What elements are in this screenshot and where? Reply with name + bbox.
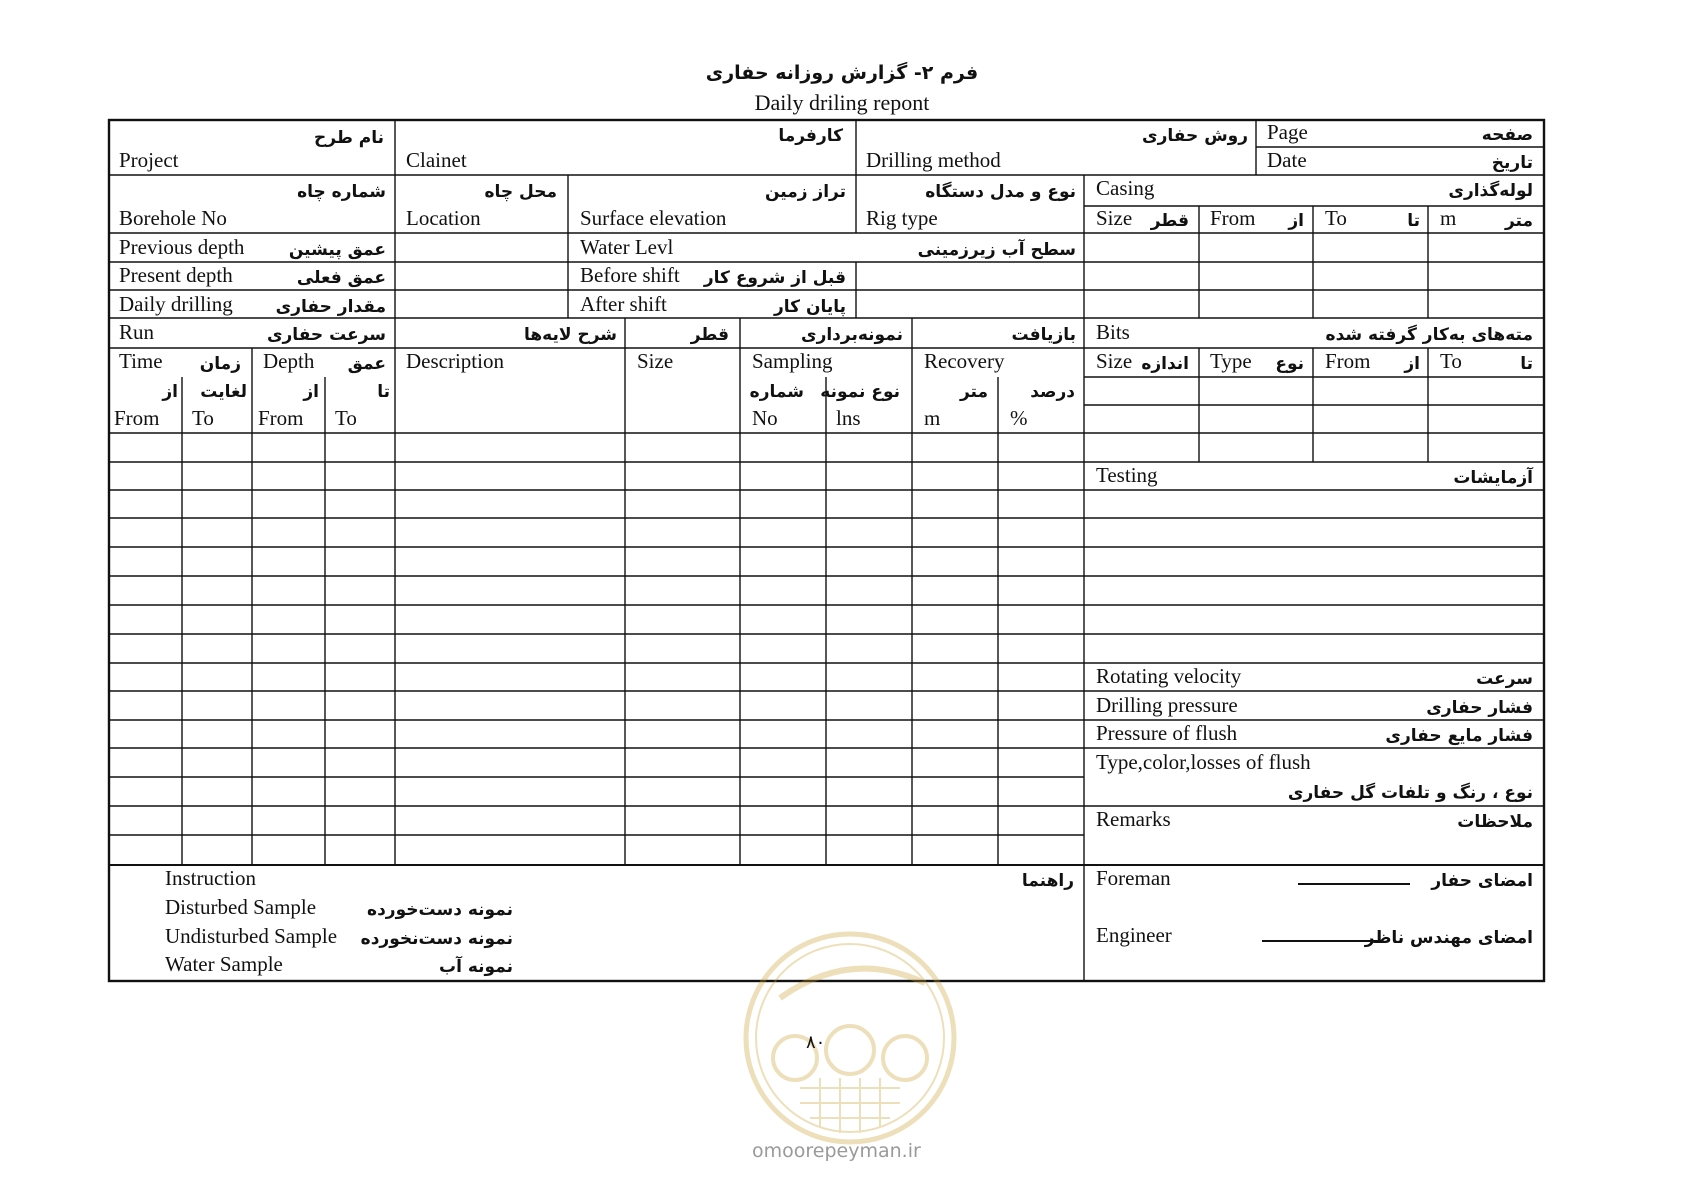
foreman-label: Foreman <box>1096 866 1171 890</box>
recovery-pct-label: % <box>1010 406 1028 430</box>
bits-type-label: Type <box>1210 349 1252 373</box>
date-label: Date <box>1267 148 1307 172</box>
engineer-signature-label-fa: امضای مهندس ناظر <box>1364 928 1533 948</box>
bits-label: Bits <box>1096 320 1130 344</box>
page-number: ۸۰ <box>806 1032 826 1053</box>
present-depth-label-fa: عمق فعلی <box>296 268 386 288</box>
engineer-label: Engineer <box>1096 923 1172 947</box>
client-label-fa: کارفرما <box>778 126 843 146</box>
disturbed-sample-label: Disturbed Sample <box>165 895 317 919</box>
bits-size-label: Size <box>1096 349 1133 373</box>
bits-to-label-fa: تا <box>1520 354 1533 374</box>
sample-no-label-fa: شماره <box>749 382 804 402</box>
rig-type-label: Rig type <box>866 206 938 230</box>
borehole-label-fa: شماره چاه <box>297 182 386 202</box>
project-label-fa: نام طرح <box>314 128 384 148</box>
location-label-fa: محل چاه <box>484 182 557 202</box>
drilling-method-label: Drilling method <box>866 148 1001 172</box>
depth-from-label-fa: از <box>303 382 319 402</box>
watermark-website: omoorepeyman.ir <box>752 1140 921 1162</box>
date-label-fa: تاریخ <box>1491 153 1533 173</box>
page-label-fa: صفحه <box>1481 125 1533 145</box>
daily-drilling-label-fa: مقدار حفاری <box>275 297 386 317</box>
daily-drilling-label: Daily drilling <box>119 292 233 316</box>
recovery-label: Recovery <box>924 349 1005 373</box>
sample-type-label-fa: نوع نمونه <box>820 382 900 402</box>
run-label: Run <box>119 320 155 344</box>
remarks-label-fa: ملاحظات <box>1457 812 1533 832</box>
bits-to-label: To <box>1440 349 1462 373</box>
flush-pressure-label: Pressure of flush <box>1096 721 1238 745</box>
instruction-label: Instruction <box>165 866 256 890</box>
present-depth-label: Present depth <box>119 263 233 287</box>
recovery-m-label-fa: متر <box>959 382 988 402</box>
before-shift-label-fa: قبل از شروع کار <box>703 268 846 288</box>
time-from-label-fa: از <box>162 382 178 402</box>
flush-losses-label-fa: نوع ، رنگ و تلفات گل حفاری <box>1287 783 1533 803</box>
description-label: Description <box>406 349 504 373</box>
drilling-method-label-fa: روش حفاری <box>1142 126 1248 146</box>
rotating-velocity-label-fa: سرعت <box>1476 669 1533 689</box>
recovery-pct-label-fa: درصد <box>1030 382 1075 402</box>
time-label-fa: زمان <box>199 354 241 374</box>
time-label: Time <box>119 349 163 373</box>
time-from-label: From <box>114 406 160 430</box>
before-shift-label: Before shift <box>580 263 680 287</box>
size-label: Size <box>637 349 674 373</box>
casing-from-label: From <box>1210 206 1256 230</box>
casing-to-label: To <box>1325 206 1347 230</box>
size-label-fa: قطر <box>690 325 729 345</box>
surface-elevation-label: Surface elevation <box>580 206 727 230</box>
casing-to-label-fa: تا <box>1407 211 1420 231</box>
water-level-label: Water Levl <box>580 235 674 259</box>
run-label-fa: سرعت حفاری <box>266 325 386 345</box>
form-title-en: Daily driling repont <box>754 90 930 115</box>
previous-depth-label: Previous depth <box>119 235 245 259</box>
water-sample-label-fa: نمونه آب <box>439 957 513 977</box>
flush-pressure-label-fa: فشار مایع حفاری <box>1385 726 1533 746</box>
casing-size-label: Size <box>1096 206 1133 230</box>
drilling-pressure-label-fa: فشار حفاری <box>1426 698 1533 718</box>
bits-from-label: From <box>1325 349 1371 373</box>
remarks-label: Remarks <box>1096 807 1171 831</box>
casing-m-label-fa: متر <box>1504 211 1533 231</box>
recovery-label-fa: بازیافت <box>1011 325 1076 345</box>
time-to-label-fa: لغایت <box>200 382 247 402</box>
water-level-label-fa: سطح آب زیرزمینی <box>917 240 1076 260</box>
recovery-m-label: m <box>924 406 941 430</box>
water-sample-label: Water Sample <box>165 952 283 976</box>
after-shift-label: After shift <box>580 292 667 316</box>
sample-no-label: No <box>752 406 778 430</box>
casing-label-fa: لوله‌گذاری <box>1448 181 1533 201</box>
casing-label: Casing <box>1096 176 1155 200</box>
watermark-seal-icon <box>740 928 960 1148</box>
rig-type-label-fa: نوع و مدل دستگاه <box>925 182 1076 202</box>
foreman-signature-label-fa: امضای حفار <box>1431 871 1533 891</box>
location-label: Location <box>406 206 481 230</box>
page-label: Page <box>1267 120 1308 144</box>
undisturbed-sample-label-fa: نمونه دست‌نخورده <box>360 929 513 949</box>
instruction-label-fa: راهنما <box>1021 871 1074 891</box>
flush-losses-label: Type,color,losses of flush <box>1096 750 1311 774</box>
sampling-label-fa: نمونه‌برداری <box>800 325 903 345</box>
bits-label-fa: مته‌های به‌کار گرفته شده <box>1325 325 1533 345</box>
undisturbed-sample-label: Undisturbed Sample <box>165 924 338 948</box>
drilling-pressure-label: Drilling pressure <box>1096 693 1238 717</box>
depth-from-label: From <box>258 406 304 430</box>
testing-label: Testing <box>1096 463 1158 487</box>
previous-depth-label-fa: عمق پیشین <box>288 240 386 260</box>
depth-to-label-fa: تا <box>377 382 390 402</box>
depth-label: Depth <box>263 349 315 373</box>
project-label: Project <box>119 148 179 172</box>
borehole-label: Borehole No <box>119 206 227 230</box>
disturbed-sample-label-fa: نمونه دست‌خورده <box>367 900 513 920</box>
rotating-velocity-label: Rotating velocity <box>1096 664 1242 688</box>
form-title-fa: فرم ۲- گزارش روزانه حفاری <box>705 62 979 84</box>
testing-label-fa: آزمایشات <box>1453 468 1533 488</box>
bits-type-label-fa: نوع <box>1275 354 1304 374</box>
casing-m-label: m <box>1440 206 1457 230</box>
sampling-label: Sampling <box>752 349 833 373</box>
time-to-label: To <box>192 406 214 430</box>
depth-to-label: To <box>335 406 357 430</box>
client-label: Clainet <box>406 148 467 172</box>
casing-from-label-fa: از <box>1288 211 1304 231</box>
sample-type-label: lns <box>836 406 861 430</box>
depth-label-fa: عمق <box>347 354 386 374</box>
bits-from-label-fa: از <box>1404 354 1420 374</box>
casing-size-label-fa: قطر <box>1150 211 1189 231</box>
description-label-fa: شرح لایه‌ها <box>524 325 617 345</box>
bits-size-label-fa: اندازه <box>1141 354 1189 374</box>
surface-elevation-label-fa: تراز زمین <box>764 182 846 202</box>
after-shift-label-fa: پایان کار <box>773 297 846 317</box>
